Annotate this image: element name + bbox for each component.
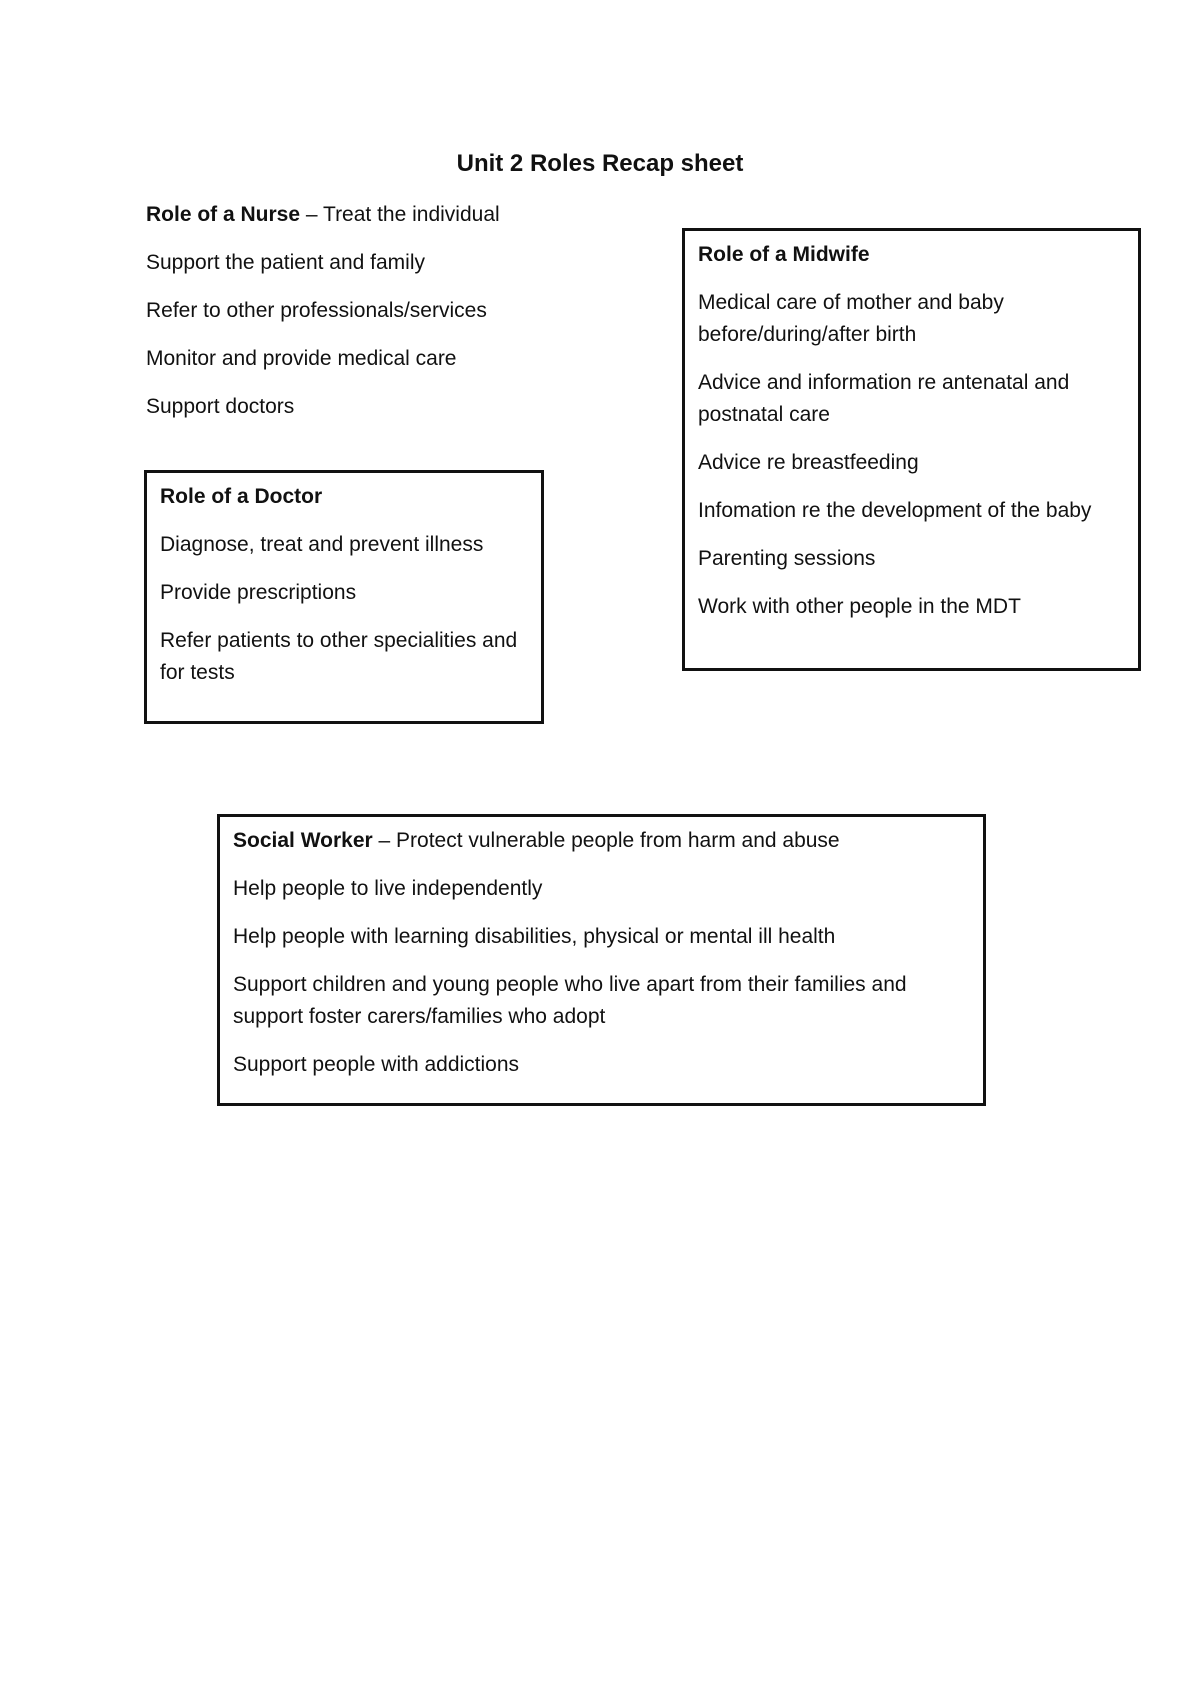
midwife-item: Work with other people in the MDT <box>698 595 1021 618</box>
page-title: Unit 2 Roles Recap sheet <box>456 150 744 177</box>
nurse-heading-suffix: – Treat the individual <box>300 203 500 226</box>
nurse-item: Refer to other professionals/services <box>146 299 487 322</box>
nurse-item: Monitor and provide medical care <box>146 347 457 370</box>
midwife-box <box>682 228 1141 671</box>
midwife-item: Parenting sessions <box>698 547 876 570</box>
nurse-heading-line <box>146 199 666 231</box>
social-worker-item: Support people with addictions <box>233 1053 520 1076</box>
social-worker-heading-line <box>233 825 971 857</box>
doctor-item: Diagnose, treat and prevent illness <box>160 533 484 556</box>
social-worker-item: Help people with learning disabilities, physical or mental ill health <box>233 925 836 948</box>
midwife-item: Advice re breastfeeding <box>698 451 919 474</box>
midwife-heading: Role of a Midwife <box>698 243 870 266</box>
nurse-item: Support the patient and family <box>146 251 426 274</box>
social-worker-heading-suffix: – Protect vulnerable people from harm and abuse <box>372 829 840 852</box>
doctor-box <box>144 470 544 724</box>
doctor-item: Refer patients to other specialities and for tests <box>160 629 518 684</box>
social-worker-item: Help people to live independently <box>233 877 543 900</box>
doctor-item: Provide prescriptions <box>160 581 357 604</box>
nurse-section <box>146 199 666 439</box>
midwife-item: Advice and information re antenatal and postnatal care <box>698 371 1070 426</box>
midwife-item: Medical care of mother and baby before/during/after birth <box>698 291 1004 346</box>
nurse-item: Support doctors <box>146 395 295 418</box>
nurse-heading: Role of a Nurse <box>146 203 301 226</box>
social-worker-heading: Social Worker <box>233 829 373 852</box>
doctor-heading: Role of a Doctor <box>160 485 323 508</box>
midwife-item: Infomation re the development of the baby <box>698 499 1092 522</box>
social-worker-box <box>217 814 986 1106</box>
social-worker-item: Support children and young people who live apart from their families and support foster carers/families who adopt <box>233 973 907 1028</box>
